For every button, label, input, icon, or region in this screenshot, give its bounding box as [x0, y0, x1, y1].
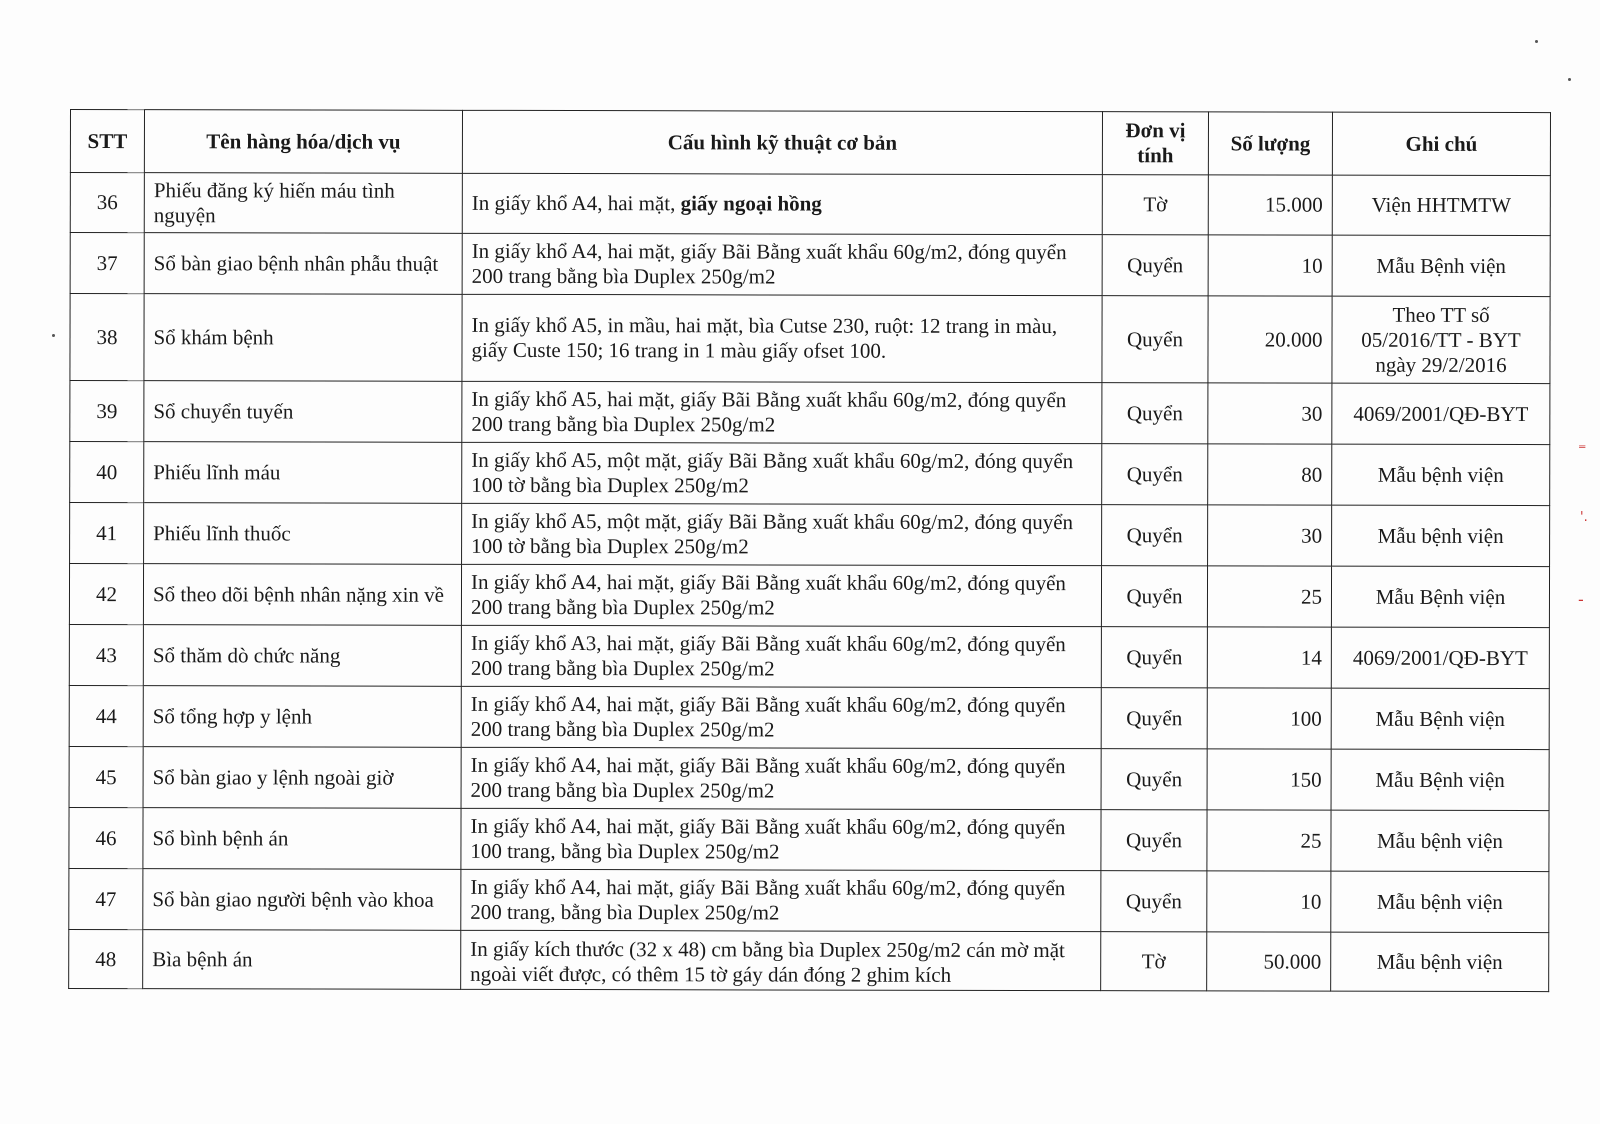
- header-stt: STT: [70, 110, 144, 173]
- cell-spec: In giấy khổ A3, hai mặt, giấy Bãi Bằng xuất khẩu 60g/m2, đóng quyển 200 trang bằng bìa Duplex 250g/m2: [461, 625, 1101, 687]
- cell-name: Phiếu lĩnh máu: [144, 442, 462, 504]
- header-name: Tên hàng hóa/dịch vụ: [144, 110, 462, 174]
- cell-name: Sổ thăm dò chức năng: [143, 625, 461, 687]
- procurement-table: [68, 109, 1551, 992]
- cell-spec: In giấy khổ A5, hai mặt, giấy Bãi Bằng xuất khẩu 60g/m2, đóng quyển 200 trang bằng bìa Duplex 250g/m2: [462, 381, 1102, 443]
- cell-unit: Quyển: [1101, 566, 1207, 627]
- cell-spec: In giấy khổ A5, in mầu, hai mặt, bìa Cutse 230, ruột: 12 trang in màu, giấy Custe 150; 16 trang in 1 màu giấy ofset 100.: [462, 294, 1102, 382]
- cell-name: Sổ bàn giao y lệnh ngoài giờ: [143, 747, 461, 809]
- table-row: [70, 294, 1550, 384]
- cell-stt: 44: [69, 685, 143, 746]
- cell-stt: 40: [70, 442, 144, 503]
- table-row: [69, 929, 1549, 991]
- cell-name: Phiếu lĩnh thuốc: [144, 503, 462, 565]
- cell-stt: 48: [69, 929, 143, 988]
- cell-note: Viện HHTMTW: [1332, 175, 1550, 235]
- cell-unit: Quyển: [1102, 444, 1208, 505]
- cell-unit: Quyển: [1102, 296, 1208, 383]
- cell-qty: 14: [1207, 627, 1331, 688]
- table-row: [70, 233, 1550, 297]
- cell-note: 4069/2001/QĐ-BYT: [1331, 627, 1549, 688]
- scan-dot-decoration: [1535, 40, 1538, 43]
- cell-qty: 30: [1208, 505, 1332, 566]
- table-header-row: [70, 110, 1550, 176]
- table-row: [70, 442, 1550, 506]
- table-row: [69, 624, 1549, 688]
- cell-unit: Quyển: [1101, 871, 1207, 932]
- cell-stt: 43: [69, 624, 143, 685]
- cell-spec-text: In giấy kích thước (32 x 48) cm bằng bìa Duplex 250g/m2 cán mờ mặt ngoài viết được, có thêm 15 tờ gáy dán đóng 2 ghim kích: [470, 936, 1065, 987]
- table-row: [69, 564, 1549, 628]
- table-row: [70, 381, 1550, 445]
- cell-qty: 100: [1207, 688, 1331, 749]
- cell-stt: 39: [70, 381, 144, 442]
- cell-spec: In giấy khổ A5, một mặt, giấy Bãi Bằng xuất khẩu 60g/m2, đóng quyển 100 tờ bằng bìa Duplex 250g/m2: [462, 442, 1102, 504]
- cell-unit: Quyển: [1101, 688, 1207, 749]
- cell-name: Bìa bệnh án: [143, 930, 461, 990]
- cell-stt: 45: [69, 746, 143, 807]
- scan-dot-decoration: [1568, 78, 1571, 81]
- header-spec: Cấu hình kỹ thuật cơ bản: [462, 110, 1102, 174]
- table-row: [69, 746, 1549, 810]
- cell-qty: 80: [1208, 444, 1332, 505]
- cell-note: Mẫu bệnh viện: [1332, 444, 1550, 505]
- scan-mark-decoration: '.: [1580, 510, 1588, 525]
- cell-stt: 36: [70, 173, 144, 233]
- cell-unit: Quyển: [1102, 505, 1208, 566]
- cell-name: Sổ tổng hợp y lệnh: [143, 686, 461, 748]
- cell-stt: 37: [70, 233, 144, 294]
- cell-qty: 10: [1207, 871, 1331, 932]
- header-note: Ghi chú: [1332, 112, 1550, 175]
- cell-spec: In giấy khổ A4, hai mặt, giấy Bãi Bằng xuất khẩu 60g/m2, đóng quyển 200 trang bằng bìa Duplex 250g/m2: [461, 686, 1101, 748]
- scan-dot-decoration: [52, 334, 55, 337]
- cell-spec: [461, 930, 1101, 990]
- table-row: [70, 503, 1550, 567]
- cell-note: Mẫu bệnh viện: [1331, 810, 1549, 871]
- cell-spec: In giấy khổ A4, hai mặt, giấy Bãi Bằng xuất khẩu 60g/m2, đóng quyển 200 trang, bằng bìa Duplex 250g/m2: [461, 869, 1101, 931]
- cell-spec: In giấy khổ A4, hai mặt, giấy Bãi Bằng xuất khẩu 60g/m2, đóng quyển 200 trang bằng bìa Duplex 250g/m2: [462, 233, 1102, 295]
- cell-name: Sổ bàn giao bệnh nhân phẫu thuật: [144, 233, 462, 295]
- cell-qty: 15.000: [1208, 175, 1332, 235]
- cell-spec: In giấy khổ A4, hai mặt, giấy Bãi Bằng xuất khẩu 60g/m2, đóng quyển 200 trang bằng bìa Duplex 250g/m2: [461, 564, 1101, 626]
- cell-stt: 42: [69, 564, 143, 625]
- table-row: [69, 807, 1549, 871]
- scan-mark-decoration: ⁼: [1578, 440, 1587, 459]
- cell-name: Sổ khám bệnh: [144, 294, 462, 382]
- table-row: [69, 868, 1549, 932]
- cell-qty: 20.000: [1208, 296, 1332, 383]
- cell-spec: In giấy khổ A4, hai mặt, giấy Bãi Bằng xuất khẩu 60g/m2, đóng quyển 200 trang bằng bìa Duplex 250g/m2: [461, 747, 1101, 809]
- procurement-table-container: [68, 109, 1550, 992]
- table-row: [69, 685, 1549, 749]
- cell-name: Sổ bàn giao người bệnh vào khoa: [143, 869, 461, 931]
- cell-spec-text: In giấy khổ A4, hai mặt,: [471, 190, 676, 216]
- cell-name: Phiếu đăng ký hiến máu tình nguyện: [144, 173, 462, 234]
- cell-unit: Quyển: [1101, 810, 1207, 871]
- cell-unit: Tờ: [1102, 175, 1208, 235]
- cell-stt: 46: [69, 807, 143, 868]
- scan-mark-decoration: -: [1578, 590, 1584, 609]
- cell-note: Mẫu Bệnh viện: [1331, 749, 1549, 810]
- cell-stt: 38: [70, 294, 144, 381]
- cell-note: 4069/2001/QĐ-BYT: [1332, 383, 1550, 444]
- header-unit: Đơn vị tính: [1102, 112, 1208, 175]
- cell-name: Sổ chuyển tuyến: [144, 381, 462, 443]
- cell-unit: Quyển: [1101, 749, 1207, 810]
- cell-spec-bold: giấy ngoại hồng: [680, 191, 822, 216]
- header-qty: Số lượng: [1208, 112, 1332, 175]
- cell-note: Mẫu Bệnh viện: [1331, 688, 1549, 749]
- cell-note: Theo TT số 05/2016/TT - BYT ngày 29/2/2016: [1332, 296, 1550, 383]
- cell-spec: In giấy khổ A4, hai mặt, giấy Bãi Bằng xuất khẩu 60g/m2, đóng quyển 100 trang, bằng bìa Duplex 250g/m2: [461, 808, 1101, 870]
- cell-unit: Tờ: [1101, 932, 1207, 991]
- cell-qty: 25: [1207, 566, 1331, 627]
- cell-stt: 41: [70, 503, 144, 564]
- cell-note: Mẫu Bệnh viện: [1331, 566, 1549, 627]
- cell-unit: Quyển: [1102, 383, 1208, 444]
- cell-note: Mẫu Bệnh viện: [1332, 235, 1550, 296]
- cell-note: Mẫu bệnh viện: [1331, 871, 1549, 932]
- cell-note: Mẫu bệnh viện: [1331, 932, 1549, 991]
- cell-name: Sổ bình bệnh án: [143, 808, 461, 870]
- cell-qty: 30: [1208, 383, 1332, 444]
- table-row: [70, 173, 1550, 236]
- cell-unit: Quyển: [1102, 235, 1208, 296]
- cell-qty: 150: [1207, 749, 1331, 810]
- cell-spec: In giấy khổ A5, một mặt, giấy Bãi Bằng xuất khẩu 60g/m2, đóng quyển 100 tờ bằng bìa Duplex 250g/m2: [462, 503, 1102, 565]
- cell-qty: 50.000: [1207, 932, 1331, 991]
- cell-note: Mẫu bệnh viện: [1332, 505, 1550, 566]
- cell-qty: 25: [1207, 810, 1331, 871]
- cell-name: Sổ theo dõi bệnh nhân nặng xin về: [143, 564, 461, 626]
- cell-spec: [462, 173, 1102, 234]
- cell-qty: 10: [1208, 235, 1332, 296]
- cell-unit: Quyển: [1101, 627, 1207, 688]
- cell-stt: 47: [69, 868, 143, 929]
